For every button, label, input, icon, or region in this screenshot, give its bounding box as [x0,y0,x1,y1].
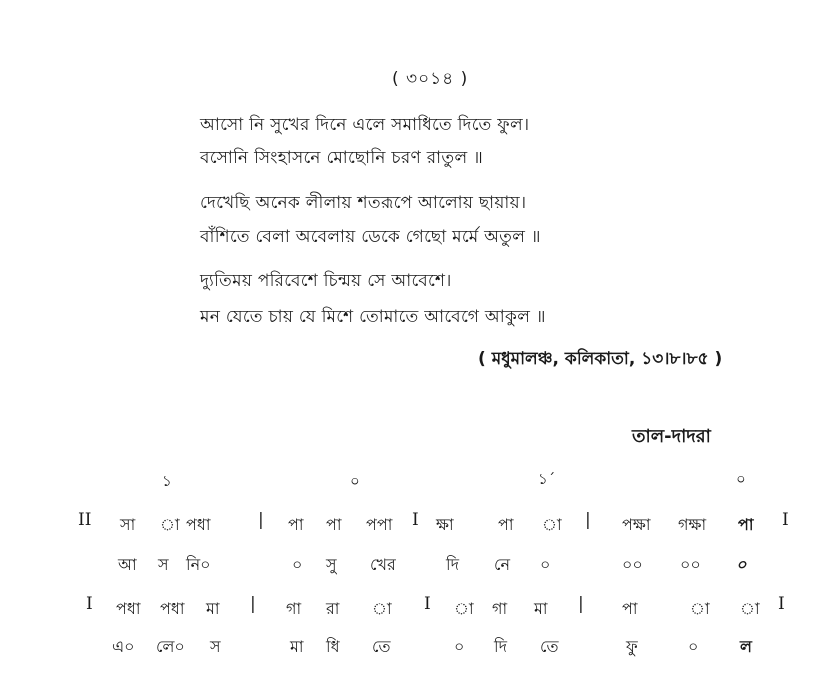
row1-beat-divider: | [585,510,591,530]
row1-syllable: ০ [736,555,747,574]
lyric-line-6: মন যেতে চায় যে মিশে তোমাতে আবেগে আকুল ॥ [200,307,546,327]
row1-syllable: দি [446,555,459,574]
row1-syllable: ০ [292,555,303,574]
row1-note: পা [738,515,754,534]
row2-end-bar: I [778,594,785,614]
row2-syllable: তে [540,637,559,656]
beat-marker-3: ১´ [538,470,556,488]
row2-syllable: দি [494,637,507,656]
row1-note: গক্ষা [678,515,707,534]
row2-note: গা [286,599,302,618]
row1-note: পপা [366,515,393,534]
row1-note: পা [288,515,304,534]
beat-marker-2: ০ [350,472,360,490]
row1-note: পা [326,515,342,534]
row1-note: সা [120,515,136,534]
row2-beat-divider: | [250,594,256,614]
row1-beat-divider: | [258,510,264,530]
row1-bar-divider: I [412,510,419,530]
row1-note: পধা [186,515,211,534]
row2-syllable: ফু [626,637,638,656]
row2-bar-divider: I [424,594,431,614]
source-note: ( মধুমালঞ্চ, কলিকাতা, ১৩।৮।৮৫ ) [478,349,723,369]
row1-syllable: স [158,555,169,574]
lyric-line-5: দ্যুতিময় পরিবেশে চিন্ময় সে আবেশে। [200,271,452,291]
song-number: ( ৩০১৪ ) [392,69,469,89]
row1-note: ক্ষা [436,515,454,534]
row2-start-bar: I [86,594,93,614]
lyric-line-1: আসো নি সুখের দিনে এলে সমাধিতে দিতে ফুল। [200,115,530,135]
row2-syllable: ০ [688,637,699,656]
row1-note: পক্ষা [622,515,651,534]
row2-note: মা [534,599,548,618]
row1-note: পা [498,515,514,534]
row2-note: া [690,599,710,618]
row2-syllable: মা [290,637,304,656]
row1-note: া [160,515,180,534]
row1-note: া [542,515,562,534]
lyric-line-2: বসোনি সিংহাসনে মোছোনি চরণ রাতুল ॥ [200,148,484,168]
row1-syllable: ০ [540,555,551,574]
lyric-line-4: বাঁশিতে বেলা অবেলায় ডেকে গেছো মর্মে অতুল ॥ [200,227,541,247]
row2-syllable: ধি [326,637,340,656]
row2-note: া [372,599,392,618]
row1-syllable: নি০ [186,555,211,574]
row1-syllable: ০০ [680,555,701,574]
row1-syllable: খের [370,555,396,574]
row2-syllable: ল [740,637,752,656]
row2-syllable: লে০ [156,637,185,656]
row1-syllable: সু [326,555,337,574]
beat-marker-1: ১ [162,472,172,490]
row1-start-bar: II [78,510,92,530]
row1-syllable: নে [494,555,511,574]
row2-syllable: এ০ [112,637,135,656]
row2-note: পধা [160,599,185,618]
beat-marker-4: ০ [736,470,746,488]
row2-note: া [454,599,474,618]
row2-note: া [740,599,760,618]
row2-note: রা [326,599,340,618]
row2-note: পধা [116,599,141,618]
row1-syllable: ০০ [622,555,643,574]
row2-beat-divider: | [578,594,584,614]
row1-end-bar: I [782,510,789,530]
row2-syllable: ০ [454,637,465,656]
row2-syllable: তে [372,637,391,656]
tala-label: তাল-দাদরা [632,426,711,447]
lyric-line-3: দেখেছি অনেক লীলায় শতরূপে আলোয় ছায়ায়। [200,193,527,213]
row2-note: গা [492,599,508,618]
row2-note: পা [622,599,638,618]
row1-syllable: আ [118,555,137,574]
row2-syllable: স [210,637,221,656]
row2-note: মা [206,599,220,618]
